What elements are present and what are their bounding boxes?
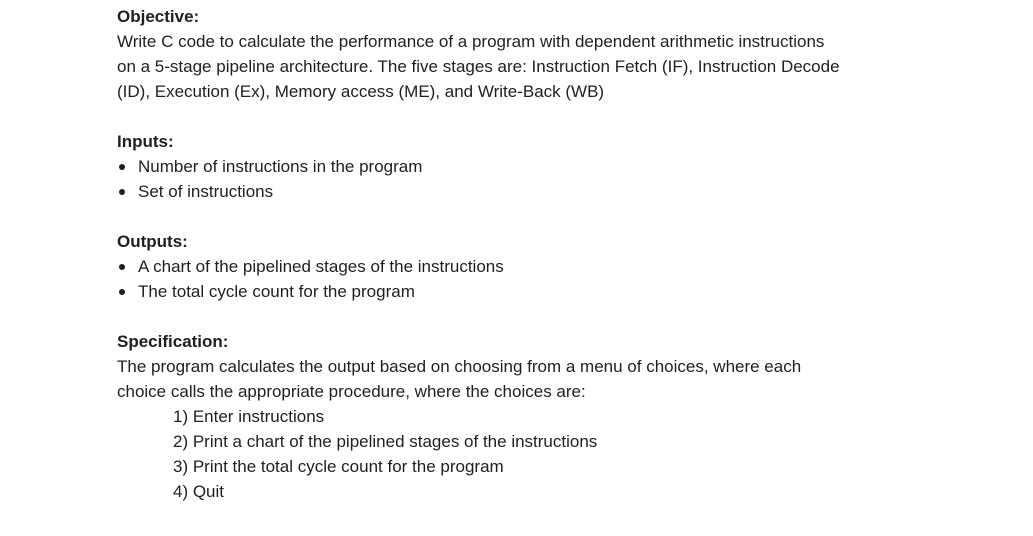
menu-choice: 3) Print the total cycle count for the program (173, 457, 504, 476)
specification-heading: Specification: (117, 332, 229, 351)
bullet-icon (119, 164, 125, 170)
outputs-section (117, 229, 997, 304)
objective-heading: Objective: (117, 7, 200, 26)
inputs-item-text: Number of instructions in the program (138, 157, 423, 176)
specification-line: choice calls the appropriate procedure, where the choices are: (117, 382, 586, 401)
inputs-list (117, 154, 997, 204)
inputs-list-item (117, 179, 997, 204)
outputs-item-text: A chart of the pipelined stages of the instructions (138, 257, 504, 276)
bullet-icon (119, 289, 125, 295)
objective-line: on a 5-stage pipeline architecture. The five stages are: Instruction Fetch (IF), Instruction Decode (117, 57, 840, 76)
objective-section (117, 4, 997, 104)
inputs-item-text: Set of instructions (138, 182, 274, 201)
menu-choice: 2) Print a chart of the pipelined stages of the instructions (173, 432, 598, 451)
outputs-list-item (117, 254, 997, 279)
document-body (117, 4, 997, 504)
outputs-item-text: The total cycle count for the program (138, 282, 415, 301)
outputs-list-item (117, 279, 997, 304)
objective-line: Write C code to calculate the performance of a program with dependent arithmetic instructions (117, 32, 825, 51)
specification-section (117, 329, 997, 504)
menu-choice: 4) Quit (173, 482, 225, 501)
section-spacer (117, 204, 997, 229)
objective-line: (ID), Execution (Ex), Memory access (ME), and Write-Back (WB) (117, 82, 605, 101)
section-spacer (117, 104, 997, 129)
outputs-list (117, 254, 997, 304)
menu-choice: 1) Enter instructions (173, 407, 325, 426)
bullet-icon (119, 189, 125, 195)
inputs-section (117, 129, 997, 204)
outputs-heading: Outputs: (117, 232, 188, 251)
specification-line: The program calculates the output based on choosing from a menu of choices, where each (117, 357, 802, 376)
menu-choices-list (117, 404, 997, 504)
inputs-list-item (117, 154, 997, 179)
section-spacer (117, 304, 997, 329)
bullet-icon (119, 264, 125, 270)
inputs-heading: Inputs: (117, 132, 174, 151)
